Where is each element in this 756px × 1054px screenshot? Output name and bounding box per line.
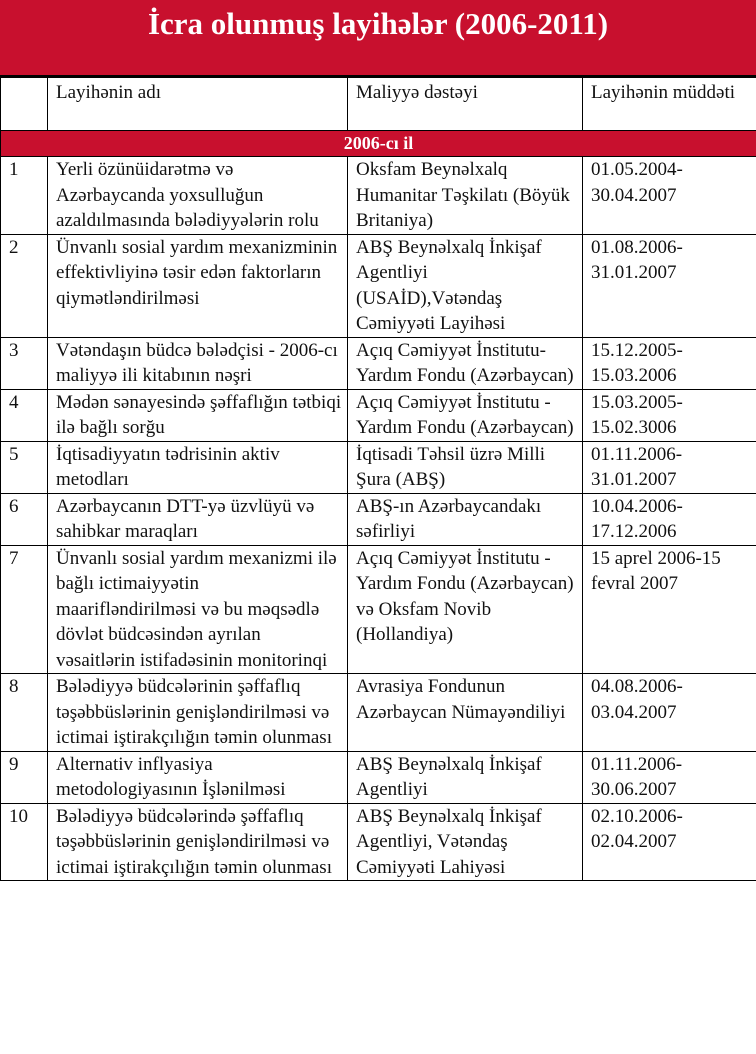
project-duration: 10.04.2006-17.12.2006	[583, 493, 756, 545]
funding-source: Avrasiya Fondunun Azərbaycan Nümayəndiliyi	[348, 674, 583, 752]
project-name: İqtisadiyyatın tədrisinin aktiv metodları	[48, 441, 348, 493]
funding-source: Açıq Cəmiyyət İnstitutu -Yardım Fondu (Azərbaycan)	[348, 389, 583, 441]
table-header-row	[1, 78, 756, 131]
row-number: 4	[1, 389, 48, 441]
funding-source: Oksfam Beynəlxalq Humanitar Təşkilatı (Böyük Britaniya)	[348, 157, 583, 235]
table-row	[1, 234, 756, 337]
funding-source: Açıq Cəmiyyət İnstitutu -Yardım Fondu (Azərbaycan) və Oksfam Novib (Hollandiya)	[348, 545, 583, 674]
funding-source: ABŞ-ın Azərbaycandakı səfirliyi	[348, 493, 583, 545]
row-number: 9	[1, 751, 48, 803]
table-row	[1, 389, 756, 441]
row-number: 7	[1, 545, 48, 674]
page-title: İcra olunmuş layihələr (2006-2011)	[147, 6, 609, 41]
title-banner	[0, 0, 756, 77]
table-row	[1, 441, 756, 493]
project-name: Yerli özünüidarətmə və Azərbaycanda yoxsulluğun azaldılmasında bələdiyyələrin rolu	[48, 157, 348, 235]
project-duration: 01.05.2004-30.04.2007	[583, 157, 756, 235]
project-duration: 01.11.2006-30.06.2007	[583, 751, 756, 803]
project-name: Bələdiyyə büdcələrində şəffaflıq təşəbbüslərinin genişləndirilməsi və ictimai iştirakçılığın təmin olunması	[48, 803, 348, 881]
header-duration: Layihənin müddəti	[583, 78, 756, 131]
table-row	[1, 674, 756, 752]
funding-source: ABŞ Beynəlxalq İnkişaf Agentliyi, Vətəndaş Cəmiyyəti Lahiyəsi	[348, 803, 583, 881]
funding-source: Açıq Cəmiyyət İnstitutu-Yardım Fondu (Azərbaycan)	[348, 337, 583, 389]
table-row	[1, 803, 756, 881]
table-row	[1, 337, 756, 389]
row-number: 8	[1, 674, 48, 752]
project-duration: 15 aprel 2006-15 fevral 2007	[583, 545, 756, 674]
project-duration: 15.03.2005-15.02.3006	[583, 389, 756, 441]
header-name: Layihənin adı	[48, 78, 348, 131]
project-name: Azərbaycanın DTT-yə üzvlüyü və sahibkar maraqları	[48, 493, 348, 545]
row-number: 1	[1, 157, 48, 235]
project-name: Bələdiyyə büdcələrinin şəffaflıq təşəbbüslərinin genişləndirilməsi və ictimai iştirakçılığın təmin olunması	[48, 674, 348, 752]
row-number: 6	[1, 493, 48, 545]
project-duration: 04.08.2006-03.04.2007	[583, 674, 756, 752]
project-duration: 01.11.2006-31.01.2007	[583, 441, 756, 493]
row-number: 5	[1, 441, 48, 493]
funding-source: ABŞ Beynəlxalq İnkişaf Agentliyi (USAİD),Vətəndaş Cəmiyyəti Layihəsi	[348, 234, 583, 337]
project-duration: 02.10.2006-02.04.2007	[583, 803, 756, 881]
project-name: Ünvanlı sosial yardım mexanizminin effektivliyinə təsir edən faktorların qiymətləndirilməsi	[48, 234, 348, 337]
row-number: 3	[1, 337, 48, 389]
project-name: Vətəndaşın büdcə bələdçisi - 2006-cı maliyyə ili kitabının nəşri	[48, 337, 348, 389]
project-name: Alternativ inflyasiya metodologiyasının İşlənilməsi	[48, 751, 348, 803]
table-row	[1, 751, 756, 803]
project-name: Mədən sənayesində şəffaflığın tətbiqi ilə bağlı sorğu	[48, 389, 348, 441]
projects-table-body	[1, 78, 756, 881]
project-duration: 15.12.2005-15.03.2006	[583, 337, 756, 389]
table-row	[1, 493, 756, 545]
table-row	[1, 545, 756, 674]
project-name: Ünvanlı sosial yardım mexanizmi ilə bağlı ictimaiyyətin maarifləndirilməsi və bu məqsədlə dövlət büdcəsindən ayrılan vəsaitlərin istifadəsinin monitorinqi	[48, 545, 348, 674]
row-number: 10	[1, 803, 48, 881]
row-number: 2	[1, 234, 48, 337]
projects-table	[0, 77, 756, 881]
funding-source: ABŞ Beynəlxalq İnkişaf Agentliyi	[348, 751, 583, 803]
project-duration: 01.08.2006-31.01.2007	[583, 234, 756, 337]
table-row	[1, 157, 756, 235]
header-funding: Maliyyə dəstəyi	[348, 78, 583, 131]
header-number	[1, 78, 48, 131]
funding-source: İqtisadi Təhsil üzrə Milli Şura (ABŞ)	[348, 441, 583, 493]
year-label: 2006-cı il	[1, 131, 756, 157]
year-row	[1, 131, 756, 157]
